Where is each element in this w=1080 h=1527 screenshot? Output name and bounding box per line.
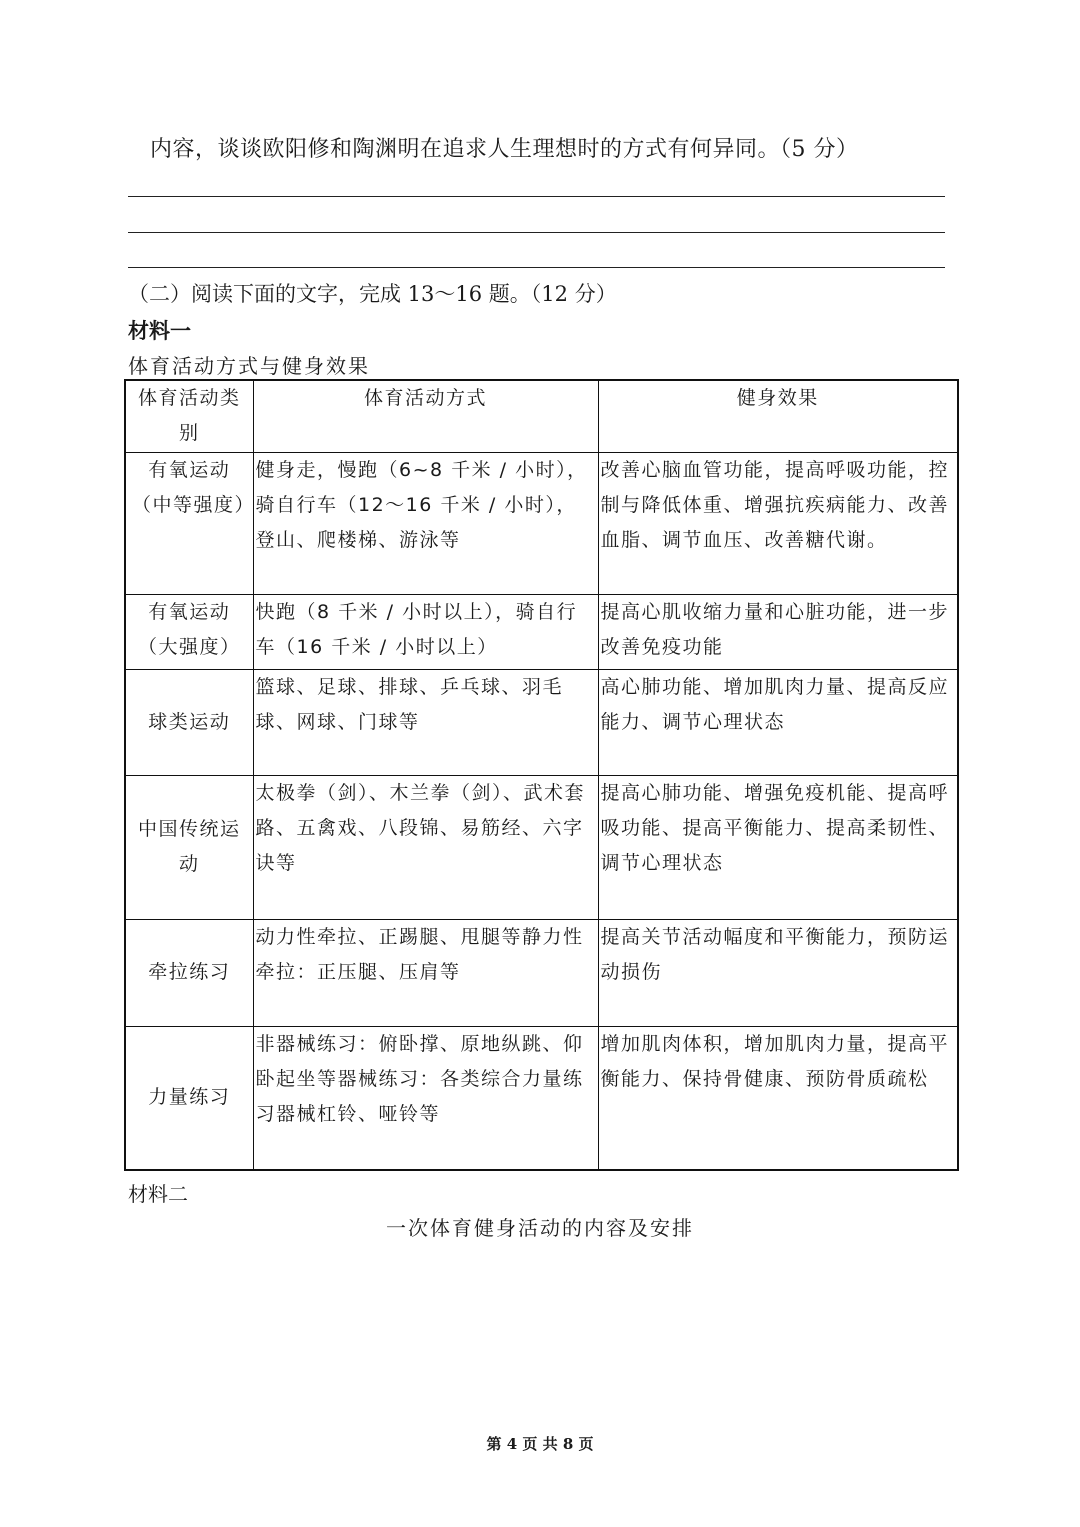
table-header-row — [125, 380, 958, 452]
row-methods: 快跑（8 千米 / 小时以上），骑自行车（16 千米 / 小时以上） — [253, 594, 598, 669]
material-one-title: 材料一 — [128, 318, 191, 343]
row-category: 牵拉练习 — [125, 919, 253, 1026]
answer-line — [128, 267, 945, 268]
table-row — [125, 594, 958, 669]
row-category: 力量练习 — [125, 1026, 253, 1170]
row-category: 中国传统运动 — [125, 775, 253, 919]
row-methods: 动力性牵拉、正踢腿、甩腿等静力性牵拉：正压腿、压肩等 — [253, 919, 598, 1026]
row-methods: 篮球、足球、排球、乒乓球、羽毛球、网球、门球等 — [253, 669, 598, 775]
section-heading: （二）阅读下面的文字，完成 13～16 题。（12 分） — [128, 282, 617, 306]
table-row — [125, 775, 958, 919]
row-effects: 高心肺功能、增加肌肉力量、提高反应能力、调节心理状态 — [598, 669, 958, 775]
table-row — [125, 452, 958, 594]
page-footer: 第 4 页 共 8 页 — [486, 1435, 594, 1453]
row-effects: 提高关节活动幅度和平衡能力，预防运动损伤 — [598, 919, 958, 1026]
row-effects: 提高心肺功能、增强免疫机能、提高呼吸功能、提高平衡能力、提高柔韧性、调节心理状态 — [598, 775, 958, 919]
table-caption: 体育活动方式与健身效果 — [128, 354, 370, 378]
table-row — [125, 1026, 958, 1170]
table-row — [125, 669, 958, 775]
answer-line — [128, 196, 945, 197]
table-row — [125, 919, 958, 1026]
question-text: 内容，谈谈欧阳修和陶渊明在追求人生理想时的方式有何异同。（5 分） — [150, 137, 859, 162]
row-methods: 太极拳（剑）、木兰拳（剑）、武术套路、五禽戏、八段锦、易筋经、六字诀等 — [253, 775, 598, 919]
row-methods: 健身走，慢跑（6~8 千米 / 小时），骑自行车（12～16 千米 / 小时），登山、爬楼梯、游泳等 — [253, 452, 598, 594]
row-effects: 改善心脑血管功能，提高呼吸功能，控制与降低体重、增强抗疾病能力、改善血脂、调节血压、改善糖代谢。 — [598, 452, 958, 594]
row-methods: 非器械练习：俯卧撑、原地纵跳、仰卧起坐等器械练习：各类综合力量练习器械杠铃、哑铃等 — [253, 1026, 598, 1170]
header-category: 体育活动类别 — [125, 380, 253, 452]
header-methods: 体育活动方式 — [253, 380, 598, 452]
material-two-title: 材料二 — [128, 1182, 188, 1206]
row-effects: 提高心肌收缩力量和心脏功能，进一步改善免疫功能 — [598, 594, 958, 669]
fitness-table — [124, 379, 959, 1171]
answer-line — [128, 232, 945, 233]
header-effects: 健身效果 — [598, 380, 958, 452]
material-two-subtitle: 一次体育健身活动的内容及安排 — [386, 1216, 694, 1240]
row-category: 球类运动 — [125, 669, 253, 775]
row-category: 有氧运动（大强度） — [125, 594, 253, 669]
row-effects: 增加肌肉体积，增加肌肉力量，提高平衡能力、保持骨健康、预防骨质疏松 — [598, 1026, 958, 1170]
row-category: 有氧运动（中等强度） — [125, 452, 253, 594]
